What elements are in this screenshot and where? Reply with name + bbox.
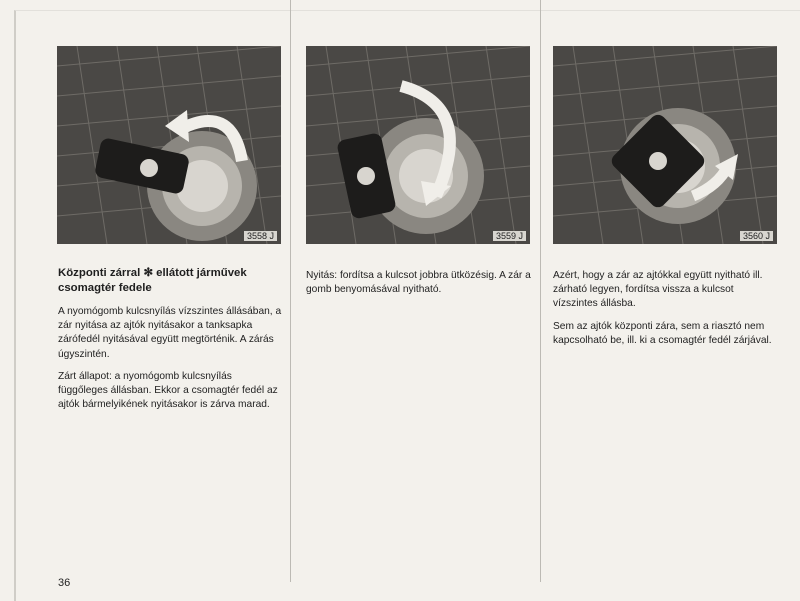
figure-code: 3559 J — [493, 231, 526, 241]
key-return-horizontal-icon — [553, 46, 777, 244]
figure-code: 3560 J — [740, 231, 773, 241]
left-column — [58, 266, 284, 420]
middle-column — [306, 269, 532, 305]
paragraph: Zárt állapot: a nyomógomb kulcsnyílás függőleges állásban. Ekkor a csomagtér fedél az ajtók bármelyikének nyitásakor is zárva marad. — [58, 370, 278, 411]
paragraph: Nyitás: fordítsa a kulcsot jobbra ütközésig. A zár a gomb benyomásával nyitható. — [306, 270, 531, 296]
figure-key-return — [553, 46, 777, 244]
paragraph: Azért, hogy a zár az ajtókkal együtt nyitható ill. zárható legyen, fordítsa vissza a kulcsot vízszintes állásba. — [553, 270, 763, 310]
paragraph: A nyomógomb kulcsnyílás vízszintes állásában, a zár nyitása az ajtók nyitásakor a tanksapka zárófedél nyitásával együtt megtörténik. A zárás úgyszintén. — [58, 306, 282, 360]
figure-key-counterclockwise — [57, 46, 281, 244]
heading-text-continued: ellátott járművek csomagtér fedele — [58, 267, 247, 294]
star-symbol: ✻ — [143, 267, 153, 279]
figure-code: 3558 J — [244, 231, 277, 241]
column-divider — [290, 0, 291, 582]
column-divider — [540, 0, 541, 582]
key-turn-counterclockwise-icon — [57, 46, 281, 244]
paragraph: Sem az ajtók központi zára, sem a riasztó nem kapcsolható be, ill. ki a csomagtér fedél zárjával. — [553, 320, 772, 346]
figure-key-clockwise — [306, 46, 530, 244]
page-number: 36 — [58, 577, 71, 589]
key-turn-clockwise-icon — [306, 46, 530, 244]
right-column — [553, 269, 781, 356]
section-heading — [58, 266, 284, 296]
heading-text: Központi zárral — [58, 267, 141, 279]
